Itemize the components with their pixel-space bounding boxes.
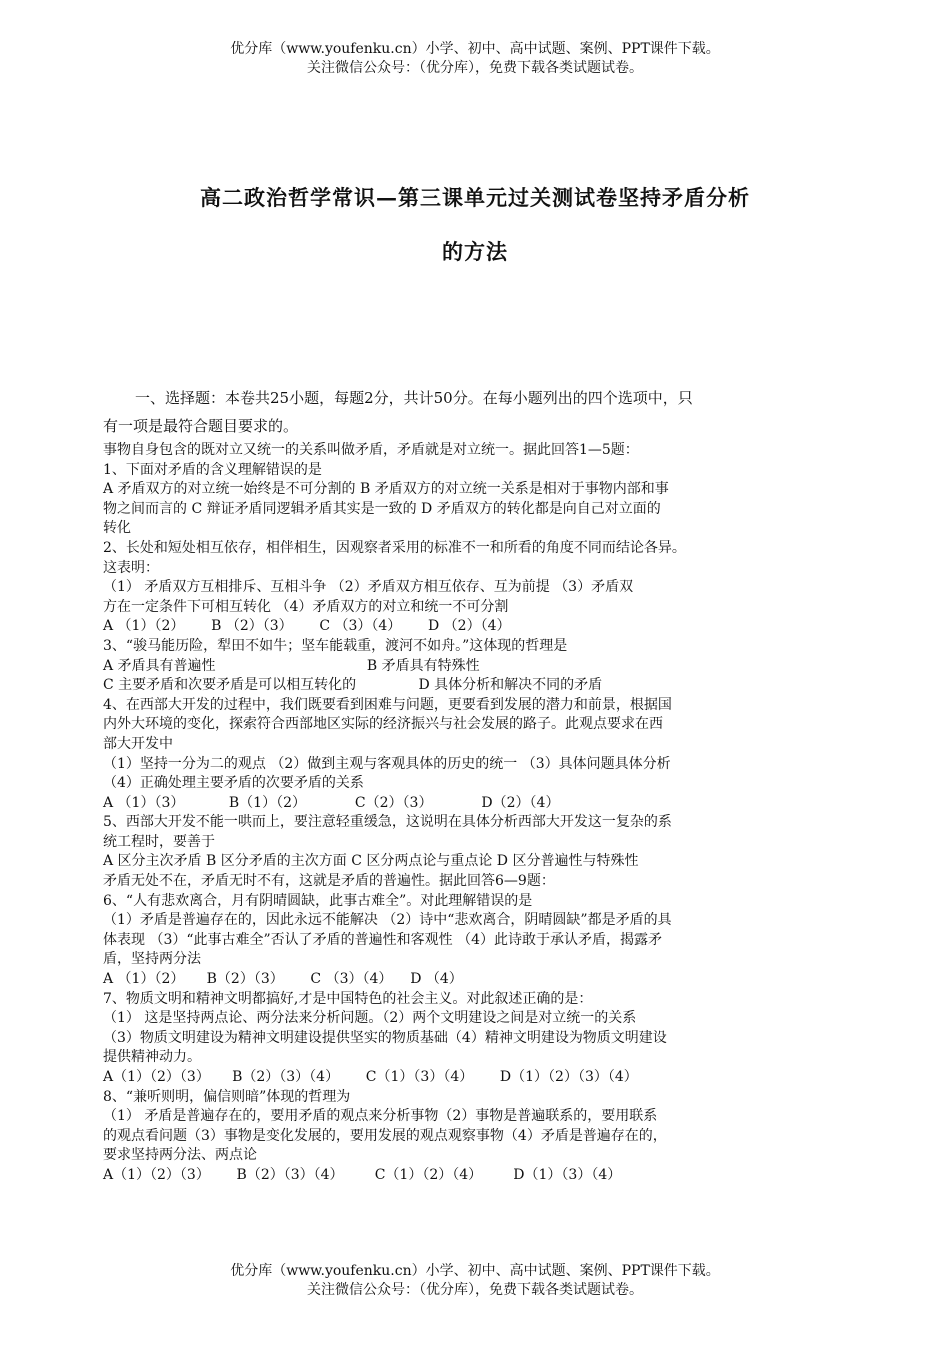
- section-intro: [103, 384, 853, 440]
- footer-line-1: 优分库（www.youfenku.cn）小学、初中、高中试题、案例、PPT课件下载。: [230, 1263, 720, 1279]
- text-line: （1） 矛盾是普遍存在的，要用矛盾的观点来分析事物（2）事物是普遍联系的，要用联系: [103, 1108, 658, 1125]
- text-line: 的观点看问题（3）事物是变化发展的，要用发展的观点观察事物（4）矛盾是普遍存在的，: [103, 1127, 667, 1144]
- text-line: A 矛盾双方的对立统一始终是不可分割的 B 矛盾双方的对立统一关系是相对于事物内部和事: [103, 481, 669, 498]
- text-line: 部大开发中: [103, 735, 173, 752]
- intro-line-1: 一、选择题：本卷共25小题，每题2分，共计50分。在每小题列出的四个选项中，只: [135, 389, 693, 407]
- text-line: A （1）（2） B （2）（3） C （3）（4） D （2）（4）: [103, 618, 511, 635]
- text-line: 物之间而言的 C 辩证矛盾同逻辑矛盾其实是一致的 D 矛盾双方的转化都是向自己对立面的: [103, 500, 661, 517]
- text-line: 要求坚持两分法、两点论: [103, 1147, 257, 1164]
- text-line: 这表明：: [103, 559, 159, 576]
- text-line: 方在一定条件下可相互转化 （4）矛盾双方的对立和统一不可分割: [103, 598, 509, 615]
- text-line: 体表现 （3）“此事古难全”否认了矛盾的普遍性和客观性 （4）此诗敢于承认矛盾，揭露矛: [103, 931, 663, 948]
- text-line: （1）矛盾是普遍存在的，因此永远不能解决 （2）诗中“悲欢离合，阴晴圆缺”都是矛盾的具: [103, 912, 672, 929]
- footer-line-2: 关注微信公众号：（优分库），免费下载各类试题试卷。: [307, 1282, 643, 1298]
- text-line: 3、“骏马能历险，犁田不如牛；坚车能载重，渡河不如舟。”这体现的哲理是: [103, 637, 568, 654]
- text-line: （4）正确处理主要矛盾的次要矛盾的关系: [103, 775, 364, 792]
- text-line: 提供精神动力。: [103, 1049, 201, 1066]
- text-line: （1） 矛盾双方互相排斥、互相斗争 （2）矛盾双方相互依存、互为前提 （3）矛盾双: [103, 579, 634, 596]
- text-line: A 区分主次矛盾 B 区分矛盾的主次方面 C 区分两点论与重点论 D 区分普遍性与特殊性: [103, 853, 639, 870]
- header-line-1: 优分库（www.youfenku.cn）小学、初中、高中试题、案例、PPT课件下载。: [230, 41, 720, 57]
- text-line: A（1）（2）（3） B（2）（3）（4） C（1）（2）（4） D（1）（3）（4）: [103, 1166, 622, 1183]
- text-line: 矛盾无处不在，矛盾无时不有，这就是矛盾的普遍性。据此回答6—9题：: [103, 873, 555, 890]
- question-body: [103, 441, 855, 1186]
- text-line: 盾，坚持两分法: [103, 951, 201, 968]
- text-line: A （1）（3） B（1）（2） C（2）（3） D（2）（4）: [103, 794, 560, 811]
- text-line: 2、长处和短处相互依存，相伴相生，因观察者采用的标准不一和所看的角度不同而结论各异。: [103, 539, 686, 556]
- header-line-2: 关注微信公众号：（优分库），免费下载各类试题试卷。: [307, 60, 643, 76]
- text-line: 5、西部大开发不能一哄而上，要注意轻重缓急，这说明在具体分析西部大开发这一复杂的系: [103, 814, 672, 831]
- text-line: A 矛盾具有普遍性 B 矛盾具有特殊性: [103, 657, 480, 674]
- text-line: （3）物质文明建设为精神文明建设提供坚实的物质基础（4）精神文明建设为物质文明建设: [103, 1029, 667, 1046]
- text-line: A（1）（2）（3） B（2）（3）（4） C（1）（3）（4） D（1）（2）（3）（4）: [103, 1069, 638, 1085]
- text-line: 事物自身包含的既对立又统一的关系叫做矛盾，矛盾就是对立统一。据此回答1—5题：: [103, 442, 639, 458]
- intro-line-2: 有一项是最符合题目要求的。: [103, 417, 299, 435]
- text-line: （1）坚持一分为二的观点 （2）做到主观与客观具体的历史的统一 （3）具体问题具体分析: [103, 755, 671, 772]
- text-line: 统工程时，要善于: [103, 833, 215, 850]
- text-line: C 主要矛盾和次要矛盾是可以相互转化的 D 具体分析和解决不同的矛盾: [103, 677, 603, 694]
- text-line: A （1）（2） B（2）（3） C （3）（4） D （4）: [103, 971, 463, 988]
- text-line: 8、“兼听则明，偏信则暗”体现的哲理为: [103, 1088, 351, 1105]
- text-line: 7、物质文明和精神文明都搞好,才是中国特色的社会主义。对此叙述正确的是：: [103, 990, 593, 1007]
- page-footer: [0, 1262, 950, 1300]
- text-line: 6、“人有悲欢离合，月有阴晴圆缺，此事古难全”。对此理解错误的是: [103, 892, 533, 909]
- document-title-line-1: 高二政治哲学常识—第三课单元过关测试卷坚持矛盾分析: [200, 185, 750, 210]
- text-line: （1） 这是坚持两点论、两分法来分析问题。（2）两个文明建设之间是对立统一的关系: [103, 1010, 637, 1027]
- document-title-line-2: 的方法: [442, 239, 508, 264]
- text-line: 内外大环境的变化，探索符合西部地区实际的经济振兴与社会发展的路子。此观点要求在西: [103, 716, 663, 733]
- page-header: [0, 40, 950, 78]
- text-line: 1、下面对矛盾的含义理解错误的是: [103, 461, 322, 478]
- text-line: 转化: [103, 520, 131, 537]
- text-line: 4、在西部大开发的过程中，我们既要看到困难与问题，更要看到发展的潜力和前景，根据国: [103, 696, 672, 713]
